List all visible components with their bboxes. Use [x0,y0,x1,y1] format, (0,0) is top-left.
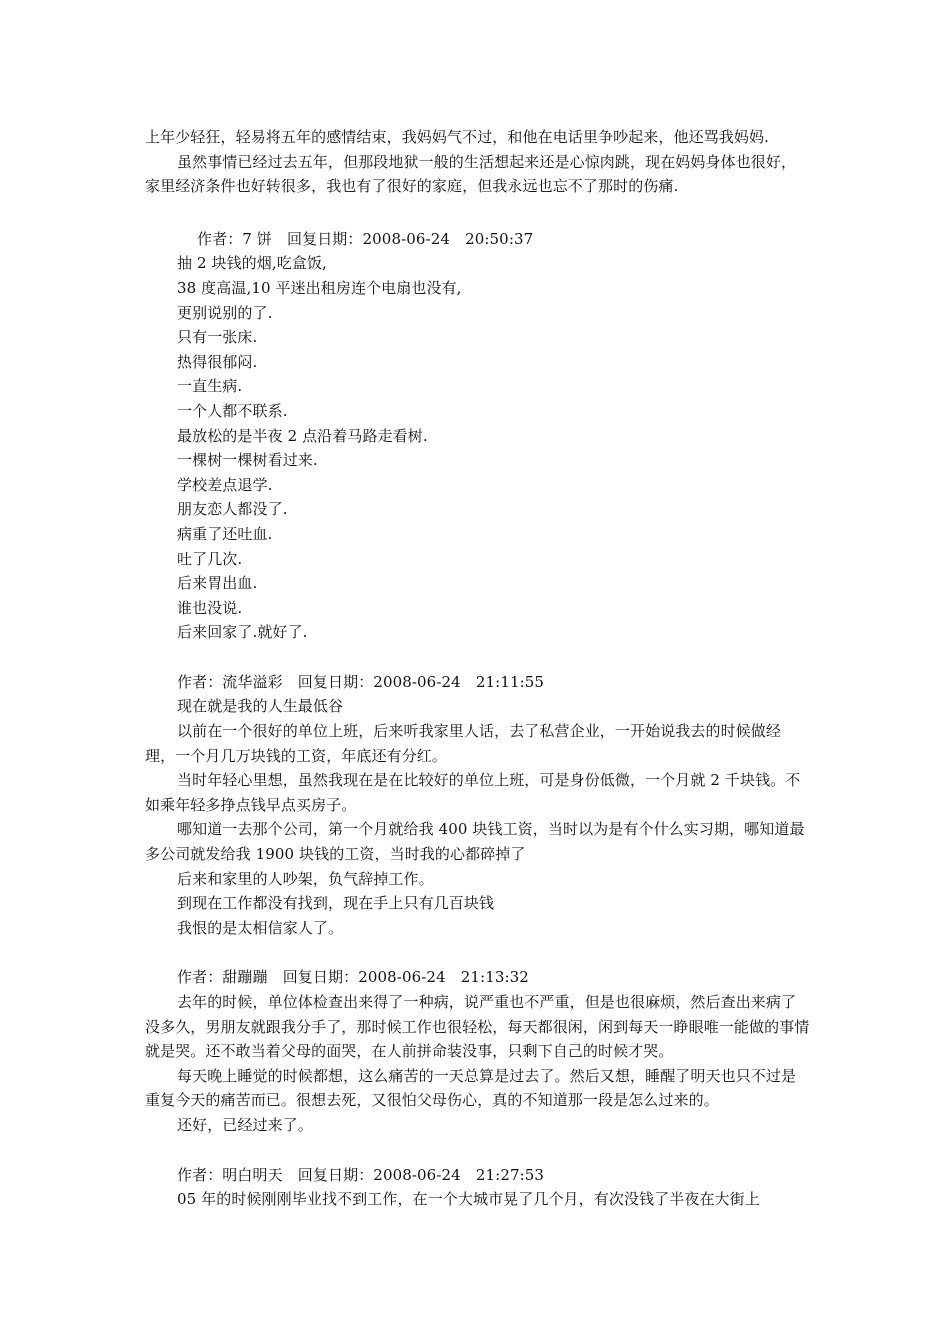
post-line: 到现在工作都没有找到，现在手上只有几百块钱 [177,894,495,913]
post-line: 一直生病. [177,377,243,396]
post-line: 一棵树一棵树看过来. [177,451,318,470]
post-line: 后来和家里的人吵架，负气辞掉工作。 [177,869,434,888]
post-line: 一个人都不联系. [177,401,288,420]
post-paragraph: 当时年轻心里想，虽然我现在是在比较好的单位上班，可是身份低微，一个月就 2 千块钱。不如乘年轻多挣点钱早点买房子。 [145,771,801,814]
post-header: 作者：流华溢彩 回复日期：2008-06-24 21:11:55 [177,672,545,691]
post-line: 05 年的时候刚刚毕业找不到工作，在一个大城市晃了几个月，有次没钱了半夜在大街上 [177,1190,760,1209]
post-line: 我恨的是太相信家人了。 [177,918,344,937]
post-line: 热得很郁闷. [177,352,258,371]
post-paragraph: 哪知道一去那个公司，第一个月就给我 400 块钱工资，当时以为是有个什么实习期，哪知道最多公司就发给我 1900 块钱的工资，当时我的心都碎掉了 [145,820,805,864]
post-line: 还好，已经过来了。 [177,1115,313,1134]
post-paragraph: 以前在一个很好的单位上班，后来听我家里人话，去了私营企业，一开始说我去的时候做经理，一个月几万块钱的工资，年底还有分红。 [145,722,782,765]
post-line: 吐了几次. [177,549,243,568]
post-line: 抽 2 块钱的烟,吃盒饭, [177,254,327,273]
post-line: 学校差点退学. [177,475,273,494]
post-line: 后来回家了.就好了. [177,623,308,642]
intro-paragraph-2: 虽然事情已经过去五年，但那段地狱一般的生活想起来还是心惊肉跳，现在妈妈身体也很好，家里经济条件也好转很多，我也有了很好的家庭，但我永远也忘不了那时的伤痛. [145,152,797,196]
post-line: 最放松的是半夜 2 点沿着马路走看树. [177,426,428,445]
post-line: 谁也没说. [177,598,243,617]
post-line: 更别说别的了. [177,303,273,322]
post-line: 朋友恋人都没了. [177,500,288,519]
post-paragraph: 去年的时候，单位体检查出来得了一种病，说严重也不严重，但是也很麻烦，然后查出来病了没多久，男朋友就跟我分手了，那时候工作也很轻松，每天都很闲，闲到每天一睁眼唯一能做的事情就是哭。还不敢当着父母的面哭，在人前拼命装没事，只剩下自己的时候才哭。 [145,993,810,1061]
document-body [145,125,810,1212]
post-header: 作者：甜蹦蹦 回复日期：2008-06-24 21:13:32 [177,968,529,987]
post-paragraph: 每天晚上睡觉的时候都想，这么痛苦的一天总算是过去了。然后又想，睡醒了明天也只不过是重复今天的痛苦而已。很想去死，又很怕父母伤心，真的不知道那一段是怎么过来的。 [145,1066,797,1110]
post-header: 作者：明白明天 回复日期：2008-06-24 21:27:53 [177,1165,545,1184]
post-line: 38 度高温,10 平迷出租房连个电扇也没有, [177,278,462,297]
post-line: 病重了还吐血. [177,524,273,543]
post-line: 后来胃出血. [177,574,258,593]
post-header: 作者：7 饼 回复日期：2008-06-24 20:50:37 [197,229,534,248]
intro-paragraph-1: 上年少轻狂，轻易将五年的感情结束，我妈妈气不过，和他在电话里争吵起来，他还骂我妈妈. [145,128,769,146]
post-line: 现在就是我的人生最低谷 [177,697,344,716]
post-line: 只有一张床. [177,328,258,347]
